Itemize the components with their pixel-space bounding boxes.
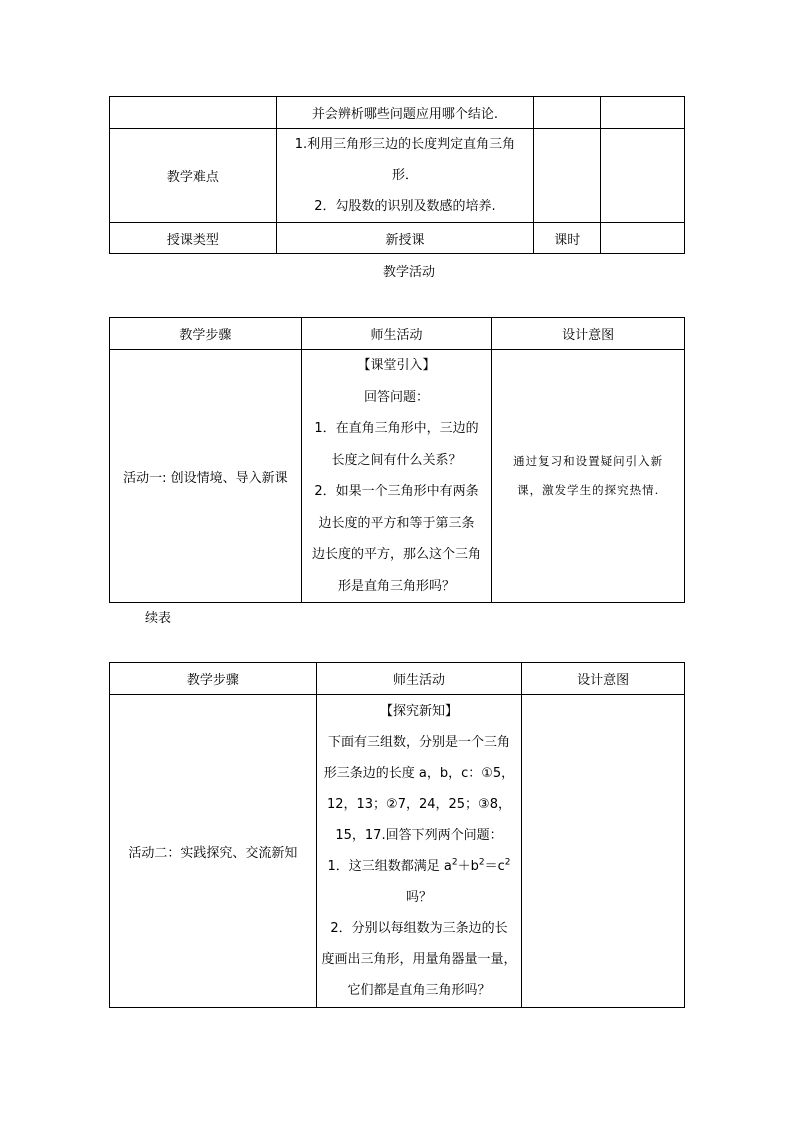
table-header-row <box>110 663 685 695</box>
q1-text: ＝c <box>484 859 505 874</box>
activity-line: 长度之间有什么关系？ <box>331 452 462 468</box>
continued-label: 续表 <box>145 611 172 626</box>
difficulty-line: 形． <box>391 168 418 183</box>
empty-cell <box>601 97 685 129</box>
activity-line: 1．在直角三角形中，三边的 <box>314 421 479 436</box>
activity-line: 边长度的平方，那么这个三角 <box>311 547 481 562</box>
activity-line: 形三条边的长度 a，b，c：①5， <box>323 766 515 781</box>
activity-line: 度画出三角形，用量角器量一量， <box>321 952 517 967</box>
q1-exponent: 2 <box>478 857 485 868</box>
intent-line: 课，激发学生的探究热情. <box>517 483 660 497</box>
activity-step-label: 活动一: 创设情境、导入新课 <box>110 350 302 603</box>
info-row-goal-continued <box>110 97 685 129</box>
activity-line: 2．分别以每组数为三条边的长 <box>330 921 508 936</box>
empty-cell <box>534 97 601 129</box>
info-row-type <box>110 223 685 254</box>
header-step: 教学步骤 <box>110 663 317 695</box>
activity-line: 它们都是直角三角形吗？ <box>347 983 491 998</box>
activity-line: 15，17.回答下列两个问题： <box>335 828 503 843</box>
intent-line: 通过复习和设置疑问引入新 <box>513 454 664 468</box>
section-title: 教学活动 <box>383 265 436 280</box>
difficulty-line: 2．勾股数的识别及数感的培养. <box>314 199 496 214</box>
class-hours-label: 课时 <box>534 223 601 254</box>
class-hours-value <box>601 223 685 254</box>
activity-line: 边长度的平方和等于第三条 <box>318 515 475 531</box>
activity-line: 【课堂引入】 <box>357 358 436 373</box>
header-intent: 设计意图 <box>492 318 685 350</box>
q1-exponent: 2 <box>451 857 458 868</box>
design-intent <box>492 350 685 603</box>
activity-step-label: 活动二：实践探究、交流新知 <box>110 695 317 1008</box>
activity-table-2 <box>109 662 685 1008</box>
design-intent <box>522 695 685 1008</box>
activity-line: 12，13；②7，24，25；③8， <box>326 797 511 812</box>
info-row-difficulty <box>110 129 685 223</box>
table-header-row <box>110 318 685 350</box>
goal-continued-text: 并会辨析哪些问题应用哪个结论. <box>276 97 534 129</box>
activity-row-1 <box>110 350 685 603</box>
activity-table-1 <box>109 317 685 603</box>
difficulty-content <box>276 129 534 223</box>
class-type-label: 授课类型 <box>110 223 277 254</box>
activity-row-2 <box>110 695 685 1008</box>
activity-line: 2．如果一个三角形中有两条 <box>314 484 479 499</box>
difficulty-label: 教学难点 <box>110 129 277 223</box>
header-intent: 设计意图 <box>522 663 685 695</box>
header-activity: 师生活动 <box>301 318 492 350</box>
activity-content <box>316 695 522 1008</box>
question-1-line <box>317 851 522 882</box>
header-activity: 师生活动 <box>316 663 522 695</box>
header-step: 教学步骤 <box>110 318 302 350</box>
empty-cell <box>601 129 685 223</box>
activity-line: 回答问题： <box>363 389 429 405</box>
q1-text: ＋b <box>457 859 479 874</box>
q1-exponent: 2 <box>504 857 511 868</box>
question-1-end: 吗？ <box>405 890 432 905</box>
info-table <box>109 96 685 254</box>
activity-line: 下面有三组数，分别是一个三角 <box>327 735 510 750</box>
class-type-value: 新授课 <box>276 223 534 254</box>
q1-text: 1．这三组数都满足 a <box>327 859 452 874</box>
empty-label-cell <box>110 97 277 129</box>
empty-cell <box>534 129 601 223</box>
difficulty-line: 1.利用三角形三边的长度判定直角三角 <box>294 137 516 152</box>
activity-line: 【探究新知】 <box>379 704 458 719</box>
activity-line: 形是直角三角形吗？ <box>337 578 455 594</box>
activity-content <box>301 350 492 603</box>
